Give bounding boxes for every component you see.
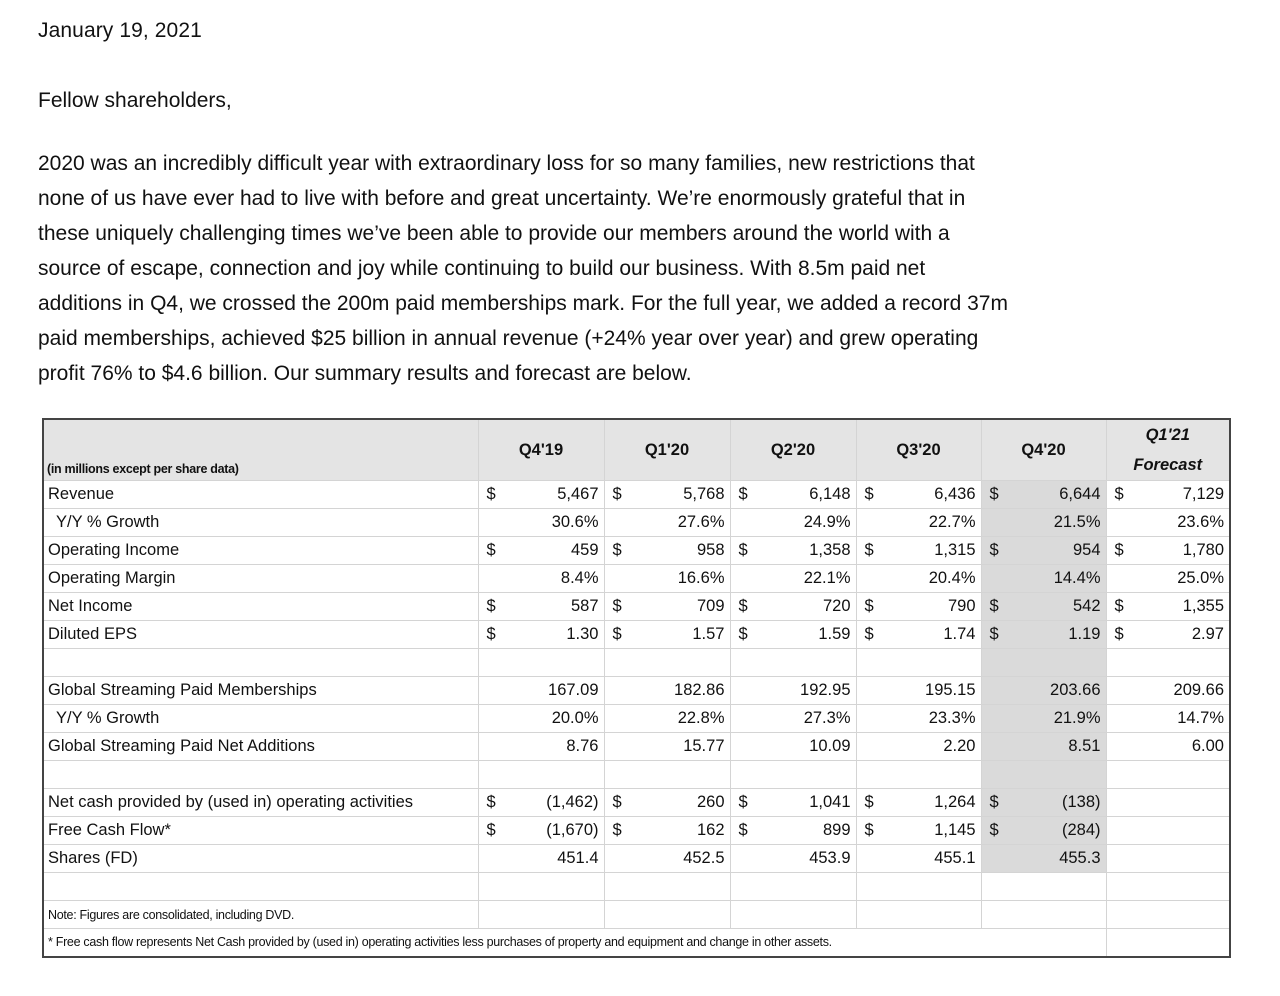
empty-cell [1106, 761, 1230, 789]
cell-value: 260 [696, 793, 725, 811]
cell-value: 10.09 [809, 737, 851, 755]
cell-value: 455.1 [934, 849, 976, 867]
currency-symbol: $ [864, 821, 874, 839]
value-cell [604, 621, 730, 649]
value-cell [981, 817, 1106, 845]
value-cell [604, 481, 730, 509]
currency-symbol: $ [612, 485, 622, 503]
currency-symbol: $ [738, 597, 748, 615]
value-cell [730, 537, 856, 565]
summary-results-table [42, 418, 1231, 958]
intro-paragraph [38, 146, 1158, 391]
paragraph-line: additions in Q4, we crossed the 200m paid memberships mark. For the full year, we added a record 37m [38, 292, 1008, 315]
value-cell [604, 817, 730, 845]
cell-value: 27.3% [803, 709, 851, 727]
value-cell [981, 509, 1106, 537]
empty-cell [1106, 901, 1230, 929]
value-cell [604, 733, 730, 761]
empty-cell [43, 873, 478, 901]
cell-value: 15.77 [683, 737, 725, 755]
currency-symbol: $ [486, 625, 496, 643]
paragraph-line: paid memberships, achieved $25 billion in annual revenue (+24% year over year) and grew operating [38, 327, 979, 350]
value-cell [981, 621, 1106, 649]
column-header: Q1'20 [604, 419, 730, 481]
table-row-operating-income [43, 537, 1230, 565]
cell-value: 14.7% [1177, 709, 1224, 727]
value-cell [730, 845, 856, 873]
cell-value: 20.4% [928, 569, 976, 587]
currency-symbol: $ [738, 793, 748, 811]
value-cell [1106, 621, 1230, 649]
table-note: Note: Figures are consolidated, including DVD. [43, 901, 478, 929]
value-cell [730, 593, 856, 621]
currency-symbol: $ [864, 793, 874, 811]
salutation: Fellow shareholders, [38, 89, 232, 112]
cell-value: (1,462) [546, 793, 599, 811]
value-cell [981, 789, 1106, 817]
currency-symbol: $ [486, 485, 496, 503]
empty-cell [478, 873, 604, 901]
row-label: Global Streaming Paid Net Additions [43, 733, 478, 761]
value-cell [730, 817, 856, 845]
value-cell [856, 677, 981, 705]
cell-value: 958 [696, 541, 725, 559]
row-label: Net Income [43, 593, 478, 621]
cell-value: 790 [947, 597, 976, 615]
cell-value: 16.6% [677, 569, 725, 587]
cell-value: 899 [822, 821, 851, 839]
currency-symbol: $ [738, 485, 748, 503]
cell-value: 1.30 [566, 625, 599, 643]
blank-row [43, 873, 1230, 901]
cell-value: 2.97 [1191, 625, 1224, 643]
value-cell [1106, 845, 1230, 873]
cell-value: 22.7% [928, 513, 976, 531]
cell-value: 1.59 [818, 625, 851, 643]
paragraph-line: these uniquely challenging times we’ve been able to provide our members around the world with a [38, 222, 950, 245]
empty-cell [478, 649, 604, 677]
empty-cell [43, 761, 478, 789]
row-label: Net cash provided by (used in) operating activities [43, 789, 478, 817]
cell-value: 209.66 [1173, 681, 1224, 699]
cell-value: 1.57 [692, 625, 725, 643]
currency-symbol: $ [738, 541, 748, 559]
empty-cell [1106, 929, 1230, 957]
value-cell [1106, 789, 1230, 817]
cell-value: 192.95 [800, 681, 851, 699]
value-cell [730, 789, 856, 817]
value-cell [730, 565, 856, 593]
empty-cell [856, 901, 981, 929]
value-cell [478, 481, 604, 509]
cell-value: 1,041 [809, 793, 851, 811]
currency-symbol: $ [612, 541, 622, 559]
cell-value: 22.8% [677, 709, 725, 727]
blank-row [43, 649, 1230, 677]
value-cell [856, 593, 981, 621]
row-label: Shares (FD) [43, 845, 478, 873]
table-row-operating-margin [43, 565, 1230, 593]
value-cell [856, 789, 981, 817]
column-header: Q4'19 [478, 419, 604, 481]
empty-cell [856, 873, 981, 901]
table-header-row [43, 419, 1230, 481]
currency-symbol: $ [486, 541, 496, 559]
cell-value: 6,644 [1059, 485, 1101, 503]
value-cell [981, 481, 1106, 509]
cell-value: 5,467 [557, 485, 599, 503]
empty-cell [604, 649, 730, 677]
unit-label: (in millions except per share data) [43, 419, 478, 481]
value-cell [604, 509, 730, 537]
cell-value: 452.5 [683, 849, 725, 867]
value-cell [1106, 677, 1230, 705]
value-cell [856, 565, 981, 593]
currency-symbol: $ [989, 821, 999, 839]
cell-value: 7,129 [1182, 485, 1224, 503]
column-header: Q4'20 [981, 419, 1106, 481]
free-cash-flow-footnote: * Free cash flow represents Net Cash provided by (used in) operating activities less purchases of property and equipment and change in other assets. [43, 929, 1106, 957]
value-cell [981, 537, 1106, 565]
value-cell [856, 705, 981, 733]
currency-symbol: $ [989, 625, 999, 643]
paragraph-line: none of us have ever had to live with before and great uncertainty. We’re enormously grateful that in [38, 187, 966, 210]
empty-cell [981, 873, 1106, 901]
paragraph-line: profit 76% to $4.6 billion. Our summary results and forecast are below. [38, 362, 692, 385]
value-cell [730, 481, 856, 509]
value-cell [478, 705, 604, 733]
value-cell [604, 593, 730, 621]
currency-symbol: $ [864, 597, 874, 615]
empty-cell [478, 761, 604, 789]
value-cell [856, 845, 981, 873]
table-row-shares-fd [43, 845, 1230, 873]
forecast-quarter: Q1'21 [1145, 426, 1190, 444]
value-cell [604, 789, 730, 817]
table-row-revenue [43, 481, 1230, 509]
currency-symbol: $ [989, 793, 999, 811]
cell-value: 21.5% [1053, 513, 1101, 531]
column-header: Q2'20 [730, 419, 856, 481]
currency-symbol: $ [864, 485, 874, 503]
currency-symbol: $ [989, 541, 999, 559]
cell-value: 954 [1072, 541, 1101, 559]
letter-date: January 19, 2021 [38, 19, 202, 42]
value-cell [981, 845, 1106, 873]
value-cell [1106, 565, 1230, 593]
currency-symbol: $ [486, 793, 496, 811]
value-cell [478, 593, 604, 621]
currency-symbol: $ [864, 625, 874, 643]
value-cell [856, 537, 981, 565]
cell-value: 30.6% [551, 513, 599, 531]
cell-value: 1,355 [1182, 597, 1224, 615]
empty-cell [981, 761, 1106, 789]
empty-cell [1106, 649, 1230, 677]
table-row-net-additions [43, 733, 1230, 761]
currency-symbol: $ [612, 821, 622, 839]
cell-value: 2.20 [943, 737, 976, 755]
currency-symbol: $ [612, 793, 622, 811]
cell-value: 167.09 [548, 681, 599, 699]
value-cell [1106, 537, 1230, 565]
cell-value: 8.51 [1068, 737, 1101, 755]
value-cell [730, 621, 856, 649]
cell-value: (1,670) [546, 821, 599, 839]
cell-value: 1,315 [934, 541, 976, 559]
cell-value: 22.1% [803, 569, 851, 587]
value-cell [478, 817, 604, 845]
empty-cell [604, 873, 730, 901]
empty-cell [730, 873, 856, 901]
value-cell [981, 733, 1106, 761]
table-row-diluted-eps [43, 621, 1230, 649]
cell-value: 542 [1072, 597, 1101, 615]
empty-cell [730, 761, 856, 789]
cell-value: 587 [570, 597, 599, 615]
row-label: Y/Y % Growth [43, 509, 478, 537]
empty-cell [730, 649, 856, 677]
currency-symbol: $ [1114, 625, 1124, 643]
value-cell [604, 705, 730, 733]
value-cell [981, 677, 1106, 705]
column-header: Q3'20 [856, 419, 981, 481]
value-cell [604, 845, 730, 873]
currency-symbol: $ [864, 541, 874, 559]
value-cell [1106, 733, 1230, 761]
value-cell [730, 509, 856, 537]
cell-value: 453.9 [809, 849, 851, 867]
empty-cell [856, 649, 981, 677]
value-cell [1106, 481, 1230, 509]
value-cell [730, 677, 856, 705]
cell-value: 27.6% [677, 513, 725, 531]
cell-value: 182.86 [674, 681, 725, 699]
value-cell [981, 565, 1106, 593]
cell-value: 6.00 [1191, 737, 1224, 755]
empty-cell [981, 649, 1106, 677]
cell-value: 1,780 [1182, 541, 1224, 559]
value-cell [604, 677, 730, 705]
empty-cell [981, 901, 1106, 929]
value-cell [856, 733, 981, 761]
table-row-revenue-growth [43, 509, 1230, 537]
cell-value: 459 [570, 541, 599, 559]
cell-value: (138) [1061, 793, 1101, 811]
value-cell [478, 621, 604, 649]
row-label: Free Cash Flow* [43, 817, 478, 845]
cell-value: 162 [696, 821, 725, 839]
value-cell [478, 537, 604, 565]
cell-value: 14.4% [1053, 569, 1101, 587]
table-row-paid-memberships [43, 677, 1230, 705]
cell-value: 23.3% [928, 709, 976, 727]
currency-symbol: $ [1114, 485, 1124, 503]
cell-value: 195.15 [925, 681, 976, 699]
cell-value: 203.66 [1050, 681, 1101, 699]
value-cell [856, 621, 981, 649]
currency-symbol: $ [612, 597, 622, 615]
table-row-net-income [43, 593, 1230, 621]
value-cell [478, 845, 604, 873]
cell-value: 1.19 [1068, 625, 1101, 643]
row-label: Y/Y % Growth [43, 705, 478, 733]
row-label: Operating Margin [43, 565, 478, 593]
currency-symbol: $ [612, 625, 622, 643]
cell-value: 1,358 [809, 541, 851, 559]
empty-cell [604, 761, 730, 789]
cell-value: 5,768 [683, 485, 725, 503]
value-cell [478, 565, 604, 593]
row-label: Global Streaming Paid Memberships [43, 677, 478, 705]
currency-symbol: $ [486, 821, 496, 839]
row-label: Revenue [43, 481, 478, 509]
currency-symbol: $ [1114, 541, 1124, 559]
value-cell [856, 509, 981, 537]
empty-cell [43, 649, 478, 677]
cell-value: 451.4 [557, 849, 599, 867]
cell-value: 23.6% [1177, 513, 1224, 531]
value-cell [604, 565, 730, 593]
paragraph-line: 2020 was an incredibly difficult year with extraordinary loss for so many families, new restrictions that [38, 152, 975, 175]
value-cell [981, 705, 1106, 733]
empty-cell [730, 901, 856, 929]
value-cell [604, 537, 730, 565]
table-row-net-cash [43, 789, 1230, 817]
cell-value: 25.0% [1177, 569, 1224, 587]
currency-symbol: $ [989, 597, 999, 615]
currency-symbol: $ [738, 625, 748, 643]
blank-row [43, 761, 1230, 789]
value-cell [1106, 509, 1230, 537]
row-label: Diluted EPS [43, 621, 478, 649]
value-cell [1106, 817, 1230, 845]
table-row-free-cash-flow [43, 817, 1230, 845]
cell-value: 8.76 [566, 737, 599, 755]
row-label: Operating Income [43, 537, 478, 565]
empty-cell [1106, 873, 1230, 901]
cell-value: 1,264 [934, 793, 976, 811]
paragraph-line: source of escape, connection and joy while continuing to build our business. With 8.5m paid net [38, 257, 926, 280]
forecast-column-header [1106, 419, 1230, 481]
currency-symbol: $ [1114, 597, 1124, 615]
footnote-row [43, 929, 1230, 957]
cell-value: (284) [1061, 821, 1101, 839]
value-cell [730, 733, 856, 761]
value-cell [1106, 593, 1230, 621]
cell-value: 6,436 [934, 485, 976, 503]
currency-symbol: $ [738, 821, 748, 839]
cell-value: 1,145 [934, 821, 976, 839]
value-cell [1106, 705, 1230, 733]
value-cell [730, 705, 856, 733]
cell-value: 709 [696, 597, 725, 615]
forecast-label: Forecast [1133, 456, 1203, 474]
table-row-memberships-growth [43, 705, 1230, 733]
cell-value: 455.3 [1059, 849, 1101, 867]
cell-value: 6,148 [809, 485, 851, 503]
cell-value: 8.4% [560, 569, 599, 587]
cell-value: 720 [822, 597, 851, 615]
value-cell [478, 789, 604, 817]
cell-value: 20.0% [551, 709, 599, 727]
currency-symbol: $ [486, 597, 496, 615]
currency-symbol: $ [989, 485, 999, 503]
empty-cell [604, 901, 730, 929]
value-cell [981, 593, 1106, 621]
empty-cell [856, 761, 981, 789]
value-cell [478, 509, 604, 537]
note-row [43, 901, 1230, 929]
cell-value: 1.74 [943, 625, 976, 643]
value-cell [478, 677, 604, 705]
value-cell [856, 817, 981, 845]
empty-cell [478, 901, 604, 929]
cell-value: 24.9% [803, 513, 851, 531]
cell-value: 21.9% [1053, 709, 1101, 727]
value-cell [856, 481, 981, 509]
value-cell [478, 733, 604, 761]
